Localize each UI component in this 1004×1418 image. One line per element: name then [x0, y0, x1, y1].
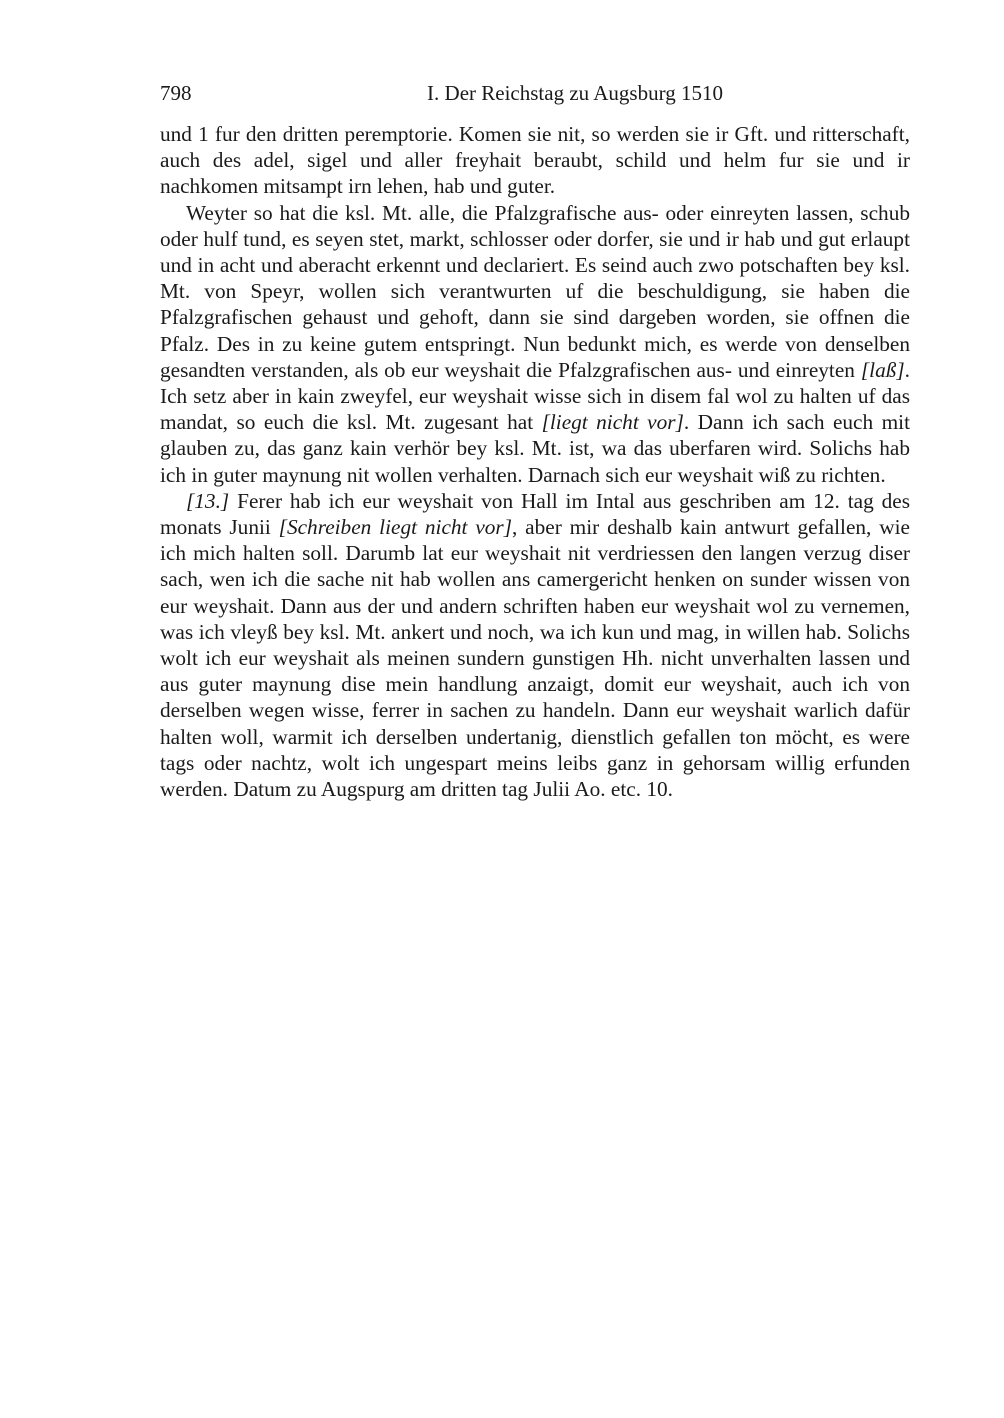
section-number: [13.]	[186, 488, 230, 513]
editorial-note: [laß]	[860, 357, 905, 382]
paragraph-2	[160, 200, 910, 488]
paragraph-1	[160, 121, 910, 200]
text-segment: Weyter so hat die ksl. Mt. alle, die Pfalzgrafische aus- oder einreyten lassen, schub oder hulf tund, es seyen stet, markt, schlosser oder dorfer, sie und ir hab und gut erlaupt und in acht und aberacht erkennt und declariert. Es seind auch zwo potschaften bey ksl. Mt. von Speyr, wollen sich verantwurten uf die beschuldigung, sie haben die Pfalzgrafischen gehaust und gehoft, dann sie sind dargeben worden, sie offnen die Pfalz. Des in zu keine gutem entspringt. Nun bedunkt mich, es werde von denselben gesandten verstanden, als ob eur weyshait die Pfalzgrafischen aus- und einreyten	[160, 200, 910, 382]
text-segment: und 1 fur den dritten peremptorie. Komen sie nit, so werden sie ir Gft. und ritterschaft, auch des adel, sigel und aller freyhait beraubt, schild und helm fur sie und ir nachkomen mitsampt irn lehen, hab und guter.	[160, 122, 910, 199]
paragraph-3	[160, 488, 910, 802]
document-page	[160, 80, 910, 802]
text-segment: . Dann ich sach euch mit glauben zu, das ganz kain verhör bey ksl. Mt. ist, wa das uberfaren wird. Solichs hab ich in guter maynung nit wollen verhalten. Darnach sich eur weyshait wiß zu richten.	[160, 410, 910, 487]
text-segment: , aber mir deshalb kain antwurt gefallen, wie ich mich halten soll. Darumb lat eur weyshait nit verdriessen den langen verzug diser sach, wen ich die sache nit hab wollen ans camergericht henken on sunder wissen von eur weyshait. Dann aus der und andern schriften haben eur weyshait wol zu vernemen, was ich vleyß bey ksl. Mt. ankert und noch, wa ich kun und mag, in willen hab. Solichs wolt ich eur weyshait als meinen sundern gunstigen Hh. nicht unverhalten lassen und aus guter maynung dise mein handlung anzaigt, domit eur weyshait, auch ich von derselben wegen wisse, ferrer in sachen zu handeln. Dann eur weyshait warlich dafür halten woll, warmit ich derselben undertanig, dienstlich gefallen ton möcht, es were tags oder nachtz, wolt ich ungespart meins leibs ganz in gehorsam willig erfunden werden. Datum zu Augspurg am dritten tag Julii Ao. etc. 10.	[160, 515, 910, 802]
editorial-note: [liegt nicht vor]	[541, 410, 684, 435]
text-segment: Ferer hab ich eur weyshait von Hall im Intal aus geschriben am 12. tag des monats Junii	[160, 488, 910, 540]
running-title: I. Der Reichstag zu Augsburg 1510	[427, 81, 723, 105]
running-header	[160, 80, 910, 106]
page-number: 798	[160, 81, 192, 105]
body-text	[160, 121, 910, 802]
text-segment: . Ich setz aber in kain zweyfel, eur weyshait wisse sich in disem fal wol zu halten uf das mandat, so euch die ksl. Mt. zugesant hat	[160, 357, 910, 435]
editorial-note: [Schreiben liegt nicht vor]	[278, 515, 512, 540]
